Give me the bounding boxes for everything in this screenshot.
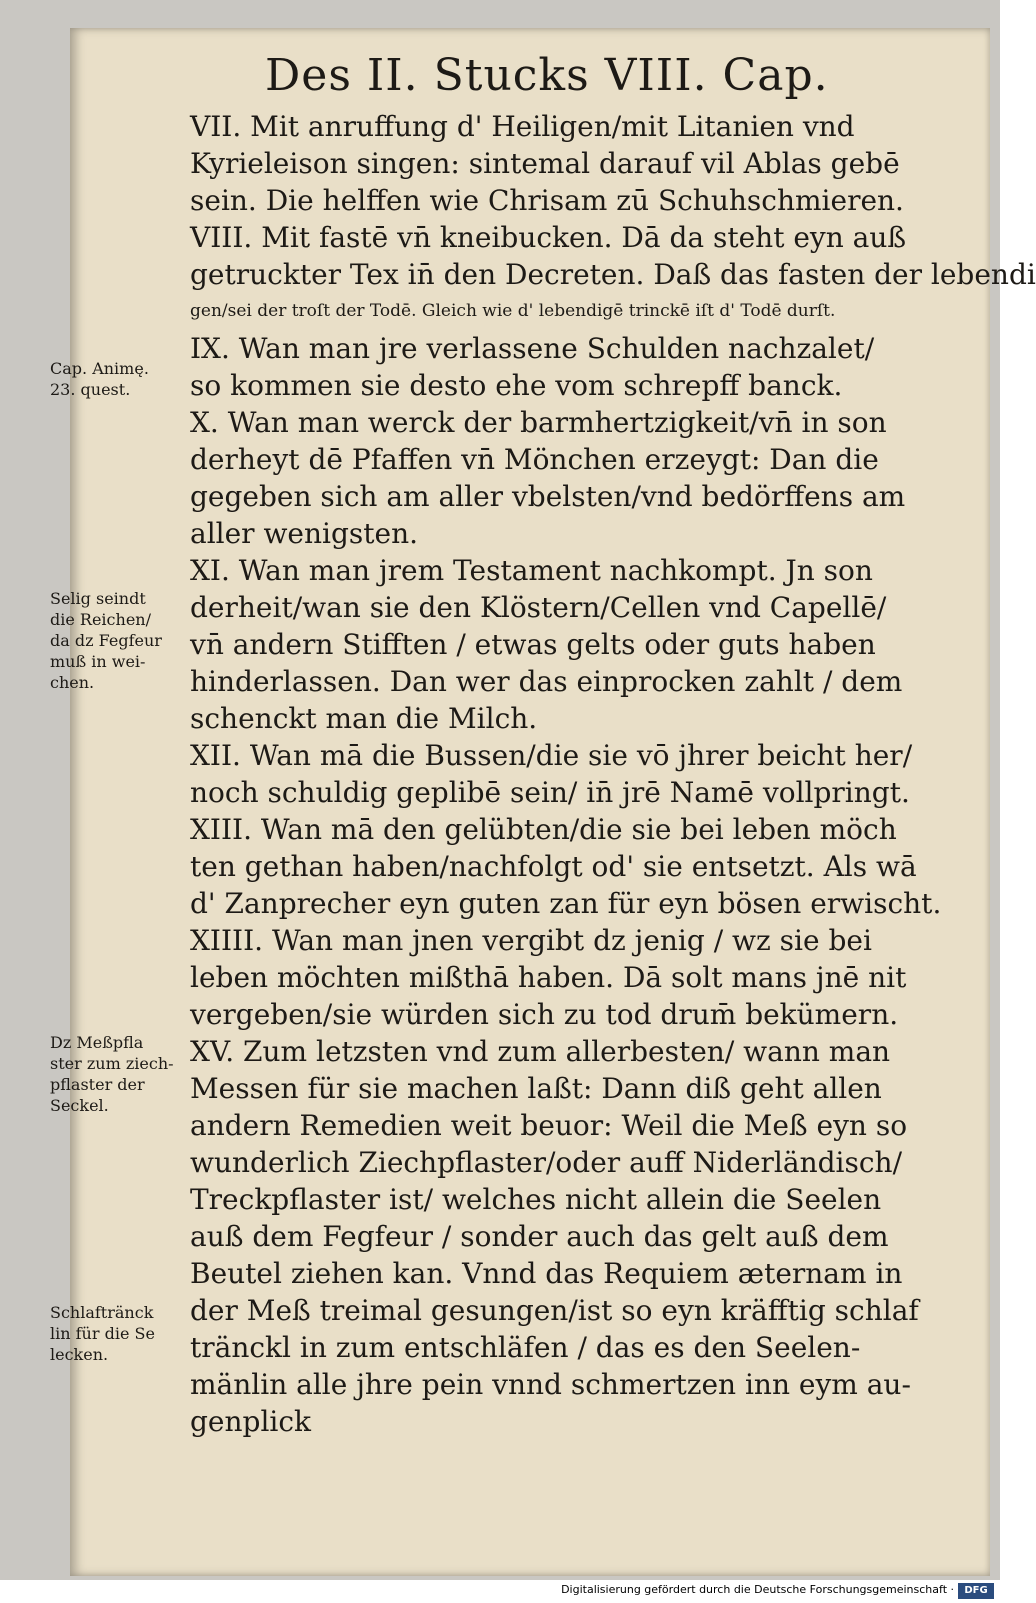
dfg-logo: DFG — [958, 1583, 994, 1599]
text-line: aller wenigsten. — [190, 517, 419, 550]
margin-note-messpflaster — [50, 1032, 190, 1116]
text-line: schenckt man die Milch. — [190, 702, 538, 735]
text-line: Beutel ziehen kan. Vnnd das Requiem æternam in — [190, 1257, 903, 1290]
text-line: noch schuldig geplibē sein/ in̄ jrē Namē vollpringt. — [190, 776, 910, 809]
margin-note-line: chen. — [50, 673, 95, 692]
text-line: gegeben sich am aller vbelsten/vnd bedörffens am — [190, 480, 906, 513]
margin-note-reichen — [50, 588, 190, 693]
footer-credit: Digitalisierung gefördert durch die Deutsche Forschungsgemeinschaft · — [561, 1583, 954, 1596]
margin-note-citation — [50, 358, 190, 400]
margin-note-line: lecken. — [50, 1345, 109, 1364]
text-line: Messen für sie machen laßt: Dann diß geht allen — [190, 1072, 882, 1105]
text-line: genplick — [190, 1405, 312, 1438]
text-line: hinderlassen. Dan wer das einprocken zahlt / dem — [190, 665, 903, 698]
text-line: derheit/wan sie den Klöstern/Cellen vnd Capellē/ — [190, 591, 887, 624]
margin-note-line: 23. quest. — [50, 380, 131, 399]
text-line: vn̄ andern Stifften / etwas gelts oder guts haben — [190, 628, 876, 661]
margin-note-line: Selig seindt — [50, 589, 146, 608]
margin-note-line: ster zum ziech- — [50, 1054, 174, 1073]
running-head: Des II. Stucks VIII. Cap. — [265, 50, 829, 101]
margin-note-schlaftraencklin — [50, 1302, 190, 1365]
text-line: d' Zanprecher eyn guten zan für eyn bösen erwischt. — [190, 887, 942, 920]
body-text — [190, 108, 1036, 1440]
text-line: VII. Mit anruffung d' Heiligen/mit Litanien vnd — [190, 110, 855, 143]
margin-note-line: Cap. Animę. — [50, 359, 149, 378]
margin-note-line: da dz Fegfeur — [50, 631, 162, 650]
text-line: ten gethan haben/nachfolgt od' sie entsetzt. Als wā — [190, 850, 917, 883]
text-line: auß dem Fegfeur / sonder auch das gelt auß dem — [190, 1220, 889, 1253]
margin-note-line: lin für die Se — [50, 1324, 155, 1343]
text-line: leben möchten mißthā haben. Dā solt mans jnē nit — [190, 961, 907, 994]
text-line: XV. Zum letzsten vnd zum allerbesten/ wann man — [190, 1035, 891, 1068]
text-line: derheyt dē Pfaffen vn̄ Mönchen erzeygt: Dan die — [190, 443, 879, 476]
text-line: XIII. Wan mā den gelübten/die sie bei leben möch — [190, 813, 897, 846]
footer-bar — [0, 1580, 1000, 1603]
text-line: sein. Die helffen wie Chrisam zū Schuhschmieren. — [190, 184, 904, 217]
margin-note-line: Seckel. — [50, 1096, 109, 1115]
margin-note-line: die Reichen/ — [50, 610, 151, 629]
text-line: X. Wan man werck der barmhertzigkeit/vn̄ in son — [190, 406, 887, 439]
text-line: der Meß treimal gesungen/ist so eyn kräfftig schlaf — [190, 1294, 919, 1327]
text-line: tränckl in zum entschläfen / das es den Seelen- — [190, 1331, 861, 1364]
text-line: getruckter Tex in̄ den Decreten. Daß das fasten der lebendi — [190, 258, 1036, 291]
text-line: XIIII. Wan man jnen vergibt dz jenig / wz sie bei — [190, 924, 872, 957]
margin-note-line: pflaster der — [50, 1075, 145, 1094]
margin-note-line: Schlaftränck — [50, 1303, 154, 1322]
text-line: so kommen sie desto ehe vom schrepff banck. — [190, 369, 843, 402]
text-line: mänlin alle jhre pein vnnd schmertzen inn eym au- — [190, 1368, 911, 1401]
margin-note-line: muß in wei- — [50, 652, 146, 671]
text-line: VIII. Mit fastē vn̄ kneibucken. Dā da steht eyn auß — [190, 221, 907, 254]
text-line: andern Remedien weit beuor: Weil die Meß eyn so — [190, 1109, 908, 1142]
text-line: IX. Wan man jre verlassene Schulden nachzalet/ — [190, 332, 875, 365]
text-line: gen/sei der troſt der Todē. Gleich wie d' lebendigē trinckē iſt d' Todē durſt. — [190, 301, 836, 321]
margin-note-line: Dz Meßpfla — [50, 1033, 144, 1052]
text-line: XI. Wan man jrem Testament nachkompt. Jn son — [190, 554, 873, 587]
text-line: Treckpflaster ist/ welches nicht allein die Seelen — [190, 1183, 882, 1216]
text-line: Kyrieleison singen: sintemal darauf vil Ablas gebē — [190, 147, 900, 180]
text-line: vergeben/sie würden sich zu tod drum̄ bekümern. — [190, 998, 899, 1031]
text-line: wunderlich Ziechpflaster/oder auff Niderländisch/ — [190, 1146, 903, 1179]
text-line: XII. Wan mā die Bussen/die sie vō jhrer beicht her/ — [190, 739, 913, 772]
